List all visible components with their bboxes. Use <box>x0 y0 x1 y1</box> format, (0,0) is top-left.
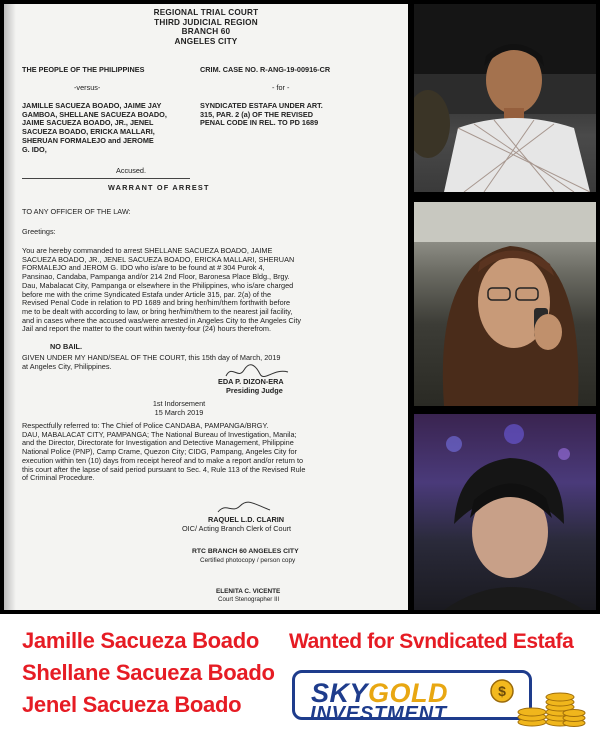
svg-text:$: $ <box>498 683 506 699</box>
logo-sky-text: SKY <box>311 678 369 708</box>
plaintiff: THE PEOPLE OF THE PHILIPPINES <box>22 65 145 74</box>
certified-stamp-line: RTC BRANCH 60 ANGELES CITY <box>192 548 299 555</box>
court-header-line: BRANCH 60 <box>181 27 231 37</box>
skygold-logo <box>292 662 592 728</box>
judge-name: EDA P. DIZON-ERA <box>218 377 284 386</box>
indorsement: 1st Indorsement 15 March 2019 <box>152 399 206 417</box>
wanted-headline: Wanted for Svndicated Estafa <box>289 630 574 653</box>
clerk-name: RAQUEL L.D. CLARIN <box>208 515 285 524</box>
suspect-name: Jenel Sacueza Boado <box>22 692 242 717</box>
scan-edge-shadow <box>4 4 16 610</box>
warrant-document <box>4 4 408 610</box>
case-number: CRIM. CASE NO. R-ANG-19-00916-CR <box>200 65 331 74</box>
logo-frame <box>292 670 532 725</box>
greetings: Greetings: <box>22 227 56 236</box>
suspect-photo-woman <box>414 202 596 406</box>
no-bail: NO BAIL. <box>50 342 83 351</box>
suspect-photo-man <box>414 4 596 192</box>
logo-investment-text: INVESTMENT <box>310 703 447 725</box>
suspect-name: Jamille Sacueza Boado <box>22 628 260 653</box>
addressee: TO ANY OFFICER OF THE LAW: <box>22 207 131 216</box>
logo-gold-text: GOLD <box>368 678 449 708</box>
accused-names: JAMILLE SACUEZA BOADO, JAIME JAY GAMBOA, SHELLANE SACUEZA BOADO, JAIME SACUEZA BOADO, JR., JENEL SACUEZA BOADO, ERICKA MALLARI, SHERUAN FORMALEJO and JEROME G. IDO, <box>22 101 167 154</box>
accused-label: Accused. <box>116 166 147 175</box>
for-label: - for - <box>272 83 290 92</box>
warrant-body: You are hereby commanded to arrest SHELLANE SACUEZA BOADO, JAIME SACUEZA BOADO, JR., JENEL SACUEZA BOADO, ERICKA MALLARI, SHERUAN FORMALEJO and JEROM G. IDO who is/are to be found at # 304 Purok 4, Pansinao, Candaba, Pampanga and/or 214 2nd Floor, Baronesa Place Bldg., Brgy. Dau, Mabalacat City, Pampanga or elsewhere in the Philippines, who is/are charged before me with the crime Syndicated Estafa under Article 315, par. 2(a) of the Revised Penal Code in relation to PD 1689 and bring her/him/them forthwith before me to be dealt with according to law, or bring her/him/them to the nearest jail facility, and in cases where the accused was/were arrested in Angeles City to the Angeles City Jail and report the matter to the court within twenty-four (24) hours therefrom. <box>22 246 302 334</box>
offense-description: SYNDICATED ESTAFA UNDER ART. 315, PAR. 2 (a) OF THE REVISED PENAL CODE IN REL. TO PD 1689 <box>200 101 323 128</box>
clerk-title: OIC/ Acting Branch Clerk of Court <box>182 524 292 533</box>
stenographer-name: ELENITA C. VICENTE <box>216 588 281 595</box>
certified-stamp-line: Certified photocopy / person copy <box>200 557 296 564</box>
suspect-photo-young-man <box>414 414 596 610</box>
referral-text: Respectfully referred to: The Chief of Police CANDABA, PAMPANGA/BRGY. DAU, MABALACAT CITY, PAMPANGA; The National Bureau of Investigation, Manila; and the Director, Directorate for Investigation and Detective Management, Philippine National Police (PNP), Camp Crame, Quezon City; CIDG, Pampang, Angeles City for execution within ten (10) days from receipt hereof and to make a report and/or return to this court after the lapse of said period pursuant to Sec. 4, Rule 113 of the Revised Rule of Criminal Procedure. <box>22 421 306 483</box>
versus-label: -versus- <box>74 83 101 92</box>
coin-stack-icon <box>512 676 588 728</box>
stenographer-title: Court Stenographer III <box>218 596 280 603</box>
court-header-line: REGIONAL TRIAL COURT <box>153 8 259 17</box>
judge-title: Presiding Judge <box>226 386 283 395</box>
warrant-title: WARRANT OF ARREST <box>108 183 210 192</box>
court-header <box>4 8 408 46</box>
divider-line <box>22 178 190 179</box>
court-header-line: THIRD JUDICIAL REGION <box>154 17 258 27</box>
given-under-seal: GIVEN UNDER MY HAND/SEAL OF THE COURT, this 15th day of March, 2019 at Angeles City, Philippines. <box>22 353 281 371</box>
court-header-line: ANGELES CITY <box>174 36 238 46</box>
dollar-coin-icon <box>490 679 514 703</box>
clerk-signature <box>214 500 274 516</box>
suspect-name: Shellane Sacueza Boado <box>22 660 275 685</box>
